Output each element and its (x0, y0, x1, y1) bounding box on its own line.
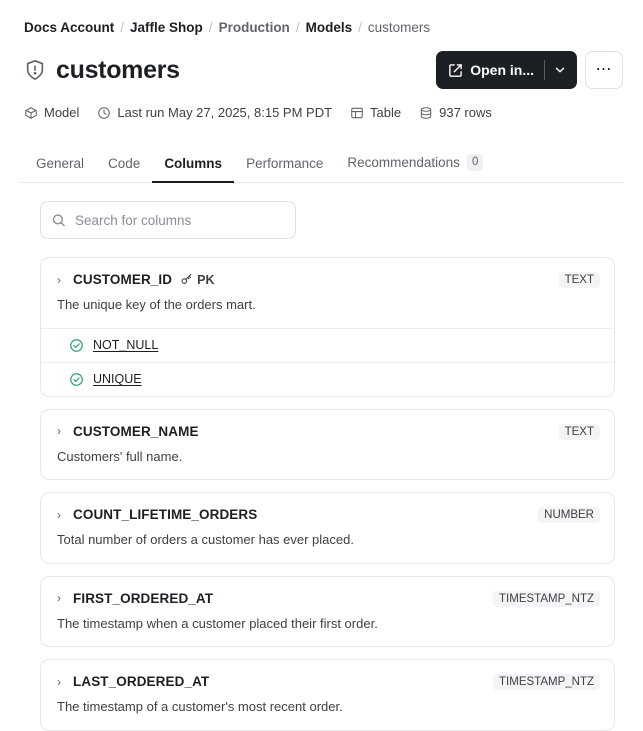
open-in-label: Open in... (470, 62, 534, 78)
column-type-badge: TIMESTAMP_NTZ (493, 674, 600, 690)
column-card-header (41, 577, 614, 607)
external-link-icon (448, 63, 463, 78)
column-tests (41, 328, 614, 396)
test-name[interactable]: UNIQUE (93, 372, 142, 387)
tab-performance[interactable] (234, 148, 335, 183)
page-title: customers (56, 55, 180, 84)
breadcrumb-item-project[interactable]: Jaffle Shop (130, 20, 203, 35)
column-name: CUSTOMER_ID (73, 272, 173, 287)
tab-performance-label: Performance (246, 156, 324, 171)
meta-last-run (97, 105, 332, 120)
column-type-badge: TIMESTAMP_NTZ (493, 591, 600, 607)
column-card-header (41, 258, 614, 288)
column-type-badge: TEXT (559, 424, 600, 440)
column-description: The timestamp when a customer placed their first order. (57, 615, 378, 631)
chevron-right-icon[interactable]: › (57, 424, 61, 439)
check-circle-icon (69, 338, 84, 353)
test-name[interactable]: NOT_NULL (93, 338, 159, 353)
column-name-row (55, 674, 209, 689)
test-row (41, 363, 614, 396)
breadcrumb-separator: / (358, 20, 362, 35)
tab-columns-label: Columns (164, 156, 223, 171)
column-card (40, 659, 615, 731)
column-name-row (55, 424, 199, 439)
key-icon (180, 273, 193, 286)
column-card (40, 492, 615, 564)
meta-last-run-label: Last run May 27, 2025, 8:15 PM PDT (117, 105, 333, 120)
check-circle-icon (69, 372, 84, 387)
breadcrumb-separator: / (120, 20, 125, 35)
title-row (20, 51, 623, 89)
chevron-right-icon[interactable]: › (57, 272, 61, 287)
column-description: The unique key of the orders mart. (57, 297, 256, 312)
cube-icon (24, 106, 38, 120)
recommendations-count-badge: 0 (467, 154, 483, 171)
column-name-row (55, 507, 257, 522)
chevron-right-icon[interactable]: › (57, 591, 61, 606)
column-description: Total number of orders a customer has ever placed. (57, 532, 354, 548)
breadcrumb-item-models[interactable]: Models (305, 20, 353, 35)
column-name: COUNT_LIFETIME_ORDERS (73, 507, 258, 523)
primary-key-label: PK (197, 272, 215, 287)
database-icon (419, 106, 433, 120)
tab-code-label: Code (108, 156, 141, 171)
meta-resource-type-label: Model (44, 105, 80, 120)
column-card (40, 409, 615, 481)
breadcrumb-item-environment[interactable]: Production (218, 20, 290, 35)
column-type-badge: TEXT (559, 272, 600, 288)
table-icon (350, 106, 364, 120)
column-name: FIRST_ORDERED_AT (73, 590, 214, 606)
more-options-button[interactable]: ⋯ (585, 51, 623, 89)
chevron-right-icon[interactable]: › (57, 674, 61, 689)
column-name-row (55, 272, 215, 287)
meta-row-count-label: 937 rows (439, 105, 492, 120)
shield-alert-icon (24, 59, 46, 81)
primary-key-badge (180, 273, 214, 287)
column-card (40, 257, 615, 397)
tab-general-label: General (36, 156, 85, 171)
search-input[interactable] (40, 201, 296, 239)
breadcrumb-item-account[interactable]: Docs Account (24, 20, 115, 35)
column-name: LAST_ORDERED_AT (73, 674, 210, 690)
tab-code[interactable] (96, 148, 152, 183)
column-card-header (41, 493, 614, 523)
breadcrumb-separator: / (295, 20, 300, 35)
tab-bar (20, 146, 623, 183)
title-actions (436, 51, 623, 89)
test-row (41, 329, 614, 363)
tab-recommendations[interactable] (335, 146, 495, 183)
column-name-row (55, 591, 213, 606)
search-icon (51, 213, 66, 228)
chevron-right-icon[interactable]: › (57, 507, 61, 522)
meta-row-count (419, 105, 492, 120)
tab-recommendations-label: Recommendations (347, 155, 460, 170)
columns-list (40, 257, 615, 731)
breadcrumb-item-current: customers (367, 20, 431, 35)
meta-materialization-label: Table (370, 105, 402, 120)
column-name: CUSTOMER_NAME (73, 423, 199, 439)
clock-icon (97, 106, 111, 120)
chevron-down-icon[interactable] (553, 63, 567, 77)
meta-materialization (350, 105, 401, 120)
breadcrumb-separator: / (208, 20, 213, 35)
column-description: Customers' full name. (57, 448, 183, 464)
search-columns (40, 201, 296, 239)
open-in-button[interactable] (436, 51, 577, 89)
column-description: The timestamp of a customer's most recent order. (57, 699, 343, 715)
meta-row (20, 105, 623, 120)
meta-resource-type (24, 105, 79, 120)
tab-columns[interactable] (152, 148, 234, 183)
column-card (40, 576, 615, 648)
breadcrumb (20, 20, 623, 35)
title-left (24, 56, 180, 85)
column-type-badge: NUMBER (538, 507, 600, 523)
tab-general[interactable] (24, 148, 96, 183)
column-card-header (41, 410, 614, 440)
button-divider (544, 60, 545, 80)
